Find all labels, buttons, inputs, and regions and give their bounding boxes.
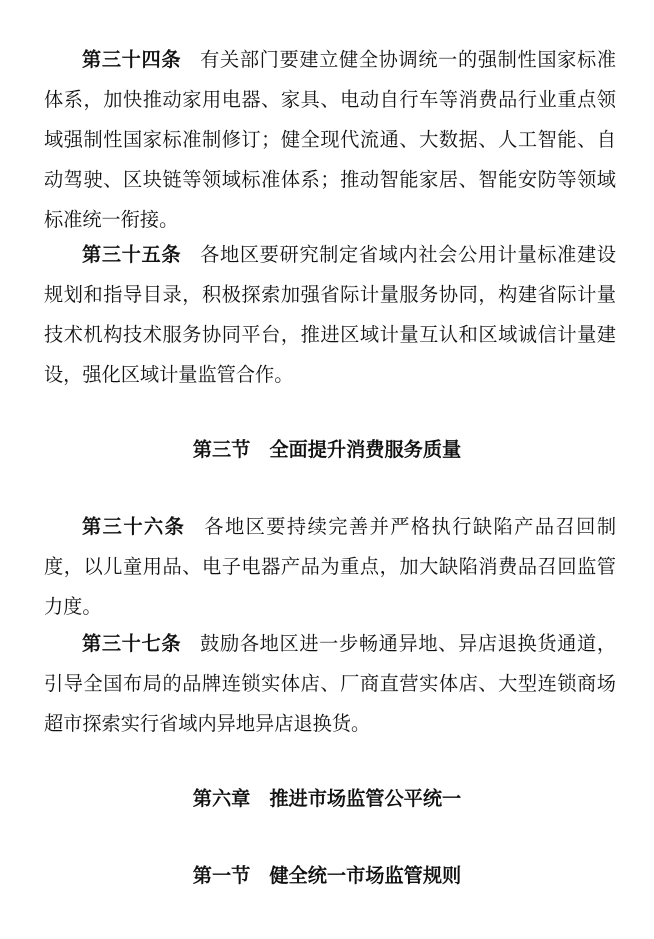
article-35-text: 各地区要研究制定省域内社会公用计量标准建设规划和指导目录，积极探索加强省际计量服务协同，构建省际计量技术机构技术服务协同平台，推进区域计量互认和区域诚信计量建设，强化区域计量监管合作。 xyxy=(44,243,617,386)
article-37-text: 鼓励各地区进一步畅通异地、异店退换货通道，引导全国布局的品牌连锁实体店、厂商直营实体店、大型连锁商场超市探索实行省域内异地异店退换货。 xyxy=(44,632,617,735)
section-3-heading xyxy=(0,436,654,464)
article-37 xyxy=(44,624,616,744)
section-3-title: 全面提升消费服务质量 xyxy=(269,438,462,461)
article-35-number: 第三十五条 xyxy=(82,243,182,266)
section-1-number: 第一节 xyxy=(192,864,251,887)
section-1-heading xyxy=(0,862,654,890)
article-34-number: 第三十四条 xyxy=(82,48,182,71)
article-36-number: 第三十六条 xyxy=(82,515,186,538)
article-36 xyxy=(44,507,616,627)
article-37-number: 第三十七条 xyxy=(82,632,182,655)
article-34 xyxy=(44,40,616,240)
section-1-title: 健全统一市场监管规则 xyxy=(269,864,462,887)
chapter-6-number: 第六章 xyxy=(192,787,251,810)
chapter-6-heading xyxy=(0,785,654,813)
section-3-number: 第三节 xyxy=(192,438,251,461)
chapter-6-title: 推进市场监管公平统一 xyxy=(269,787,462,810)
article-34-text: 有关部门要建立健全协调统一的强制性国家标准体系，加快推动家用电器、家具、电动自行车等消费品行业重点领域强制性国家标准制修订；健全现代流通、大数据、人工智能、自动驾驶、区块链等领域标准体系；推动智能家居、智能安防等领域标准统一衔接。 xyxy=(44,48,617,231)
article-35 xyxy=(44,235,616,395)
article-36-text: 各地区要持续完善并严格执行缺陷产品召回制度，以儿童用品、电子电器产品为重点，加大缺陷消费品召回监管力度。 xyxy=(44,515,617,618)
